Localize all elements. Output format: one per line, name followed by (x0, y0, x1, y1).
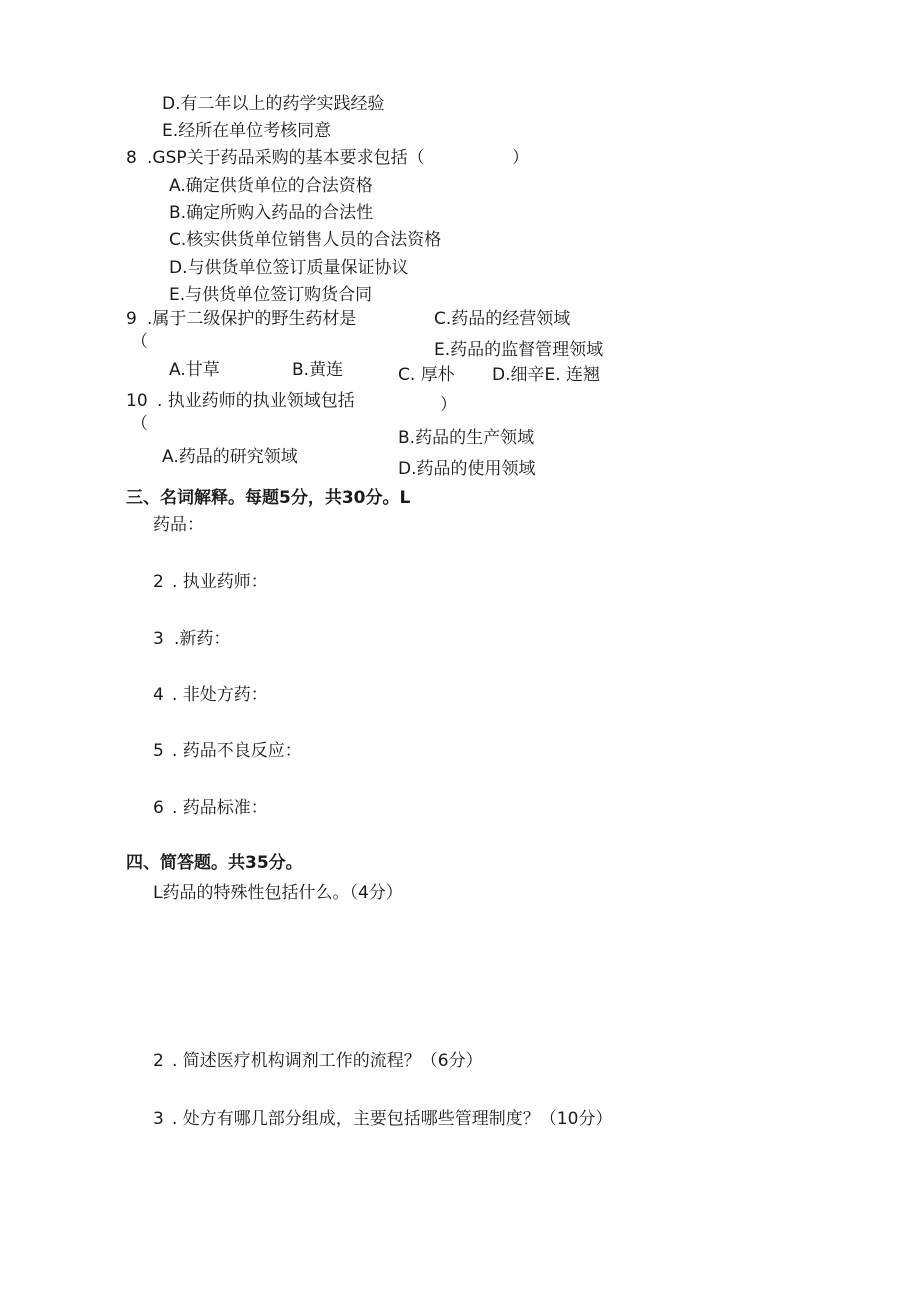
section4-heading: 四、简答题。共35分。 (126, 853, 303, 873)
q8-option-e: E.与供货单位签订购货合同 (169, 285, 373, 305)
q8-option-c: C.核实供货单位销售人员的合法资格 (169, 230, 442, 250)
q10-number: 10 (126, 391, 148, 411)
q10-option-a: A.药品的研究领域 (162, 447, 298, 467)
section3-item6-number: 6 (153, 798, 164, 818)
q9-option-c: C. 厚朴 (398, 365, 455, 385)
section4-item2: . 简述医疗机构调剂工作的流程？（6分） (172, 1051, 483, 1071)
section3-item4: . 非处方药： (172, 685, 268, 705)
section4-item2-number: 2 (153, 1051, 164, 1071)
section3-item5: . 药品不良反应： (172, 741, 302, 761)
section3-item5-number: 5 (153, 741, 164, 761)
q9-option-de: D.细辛E. 连翘 (492, 365, 601, 385)
q9-stem: .属于二级保护的野生药材是 (147, 309, 357, 329)
q9-option-a: A.甘草 (169, 360, 220, 380)
q8-option-d: D.与供货单位签订质量保证协议 (169, 258, 409, 278)
q10-stem: . 执业药师的执业领域包括 (157, 391, 355, 411)
q7-option-d: D.有二年以上的药学实践经验 (162, 94, 385, 114)
q9-option-b: B.黄连 (292, 360, 344, 380)
section3-item3: .新药： (174, 629, 231, 649)
section3-item6: . 药品标准： (172, 798, 268, 818)
section4-item3-number: 3 (153, 1109, 164, 1129)
section3-heading: 三、名词解释。每题5分，共30分。L (126, 488, 411, 508)
q10-close-paren: ） (440, 395, 457, 415)
section3-item2: . 执业药师： (172, 572, 268, 592)
q10-option-c: C.药品的经营领域 (434, 309, 571, 329)
section3-item2-number: 2 (153, 572, 164, 592)
section4-item3: . 处方有哪几部分组成，主要包括哪些管理制度？（10分） (172, 1109, 613, 1129)
q7-option-e: E.经所在单位考核同意 (162, 121, 332, 141)
section3-item1: 药品： (153, 515, 204, 535)
q10-open-paren: （ (131, 414, 148, 434)
q8-option-b: B.确定所购入药品的合法性 (169, 203, 374, 223)
q10-option-b: B.药品的生产领域 (398, 428, 535, 448)
section4-item1: L药品的特殊性包括什么。（4分） (153, 883, 403, 903)
q9-open-paren: （ (131, 332, 148, 352)
q8-number: 8 (126, 148, 137, 168)
q8-option-a: A.确定供货单位的合法资格 (169, 176, 373, 196)
q10-option-e: E.药品的监督管理领域 (434, 340, 604, 360)
q8-stem: .GSP关于药品采购的基本要求包括（ (147, 148, 425, 168)
q8-close-paren: ） (512, 148, 529, 168)
section3-item3-number: 3 (153, 629, 164, 649)
q10-option-d: D.药品的使用领域 (398, 459, 536, 479)
section3-item4-number: 4 (153, 685, 164, 705)
q9-number: 9 (126, 309, 137, 329)
